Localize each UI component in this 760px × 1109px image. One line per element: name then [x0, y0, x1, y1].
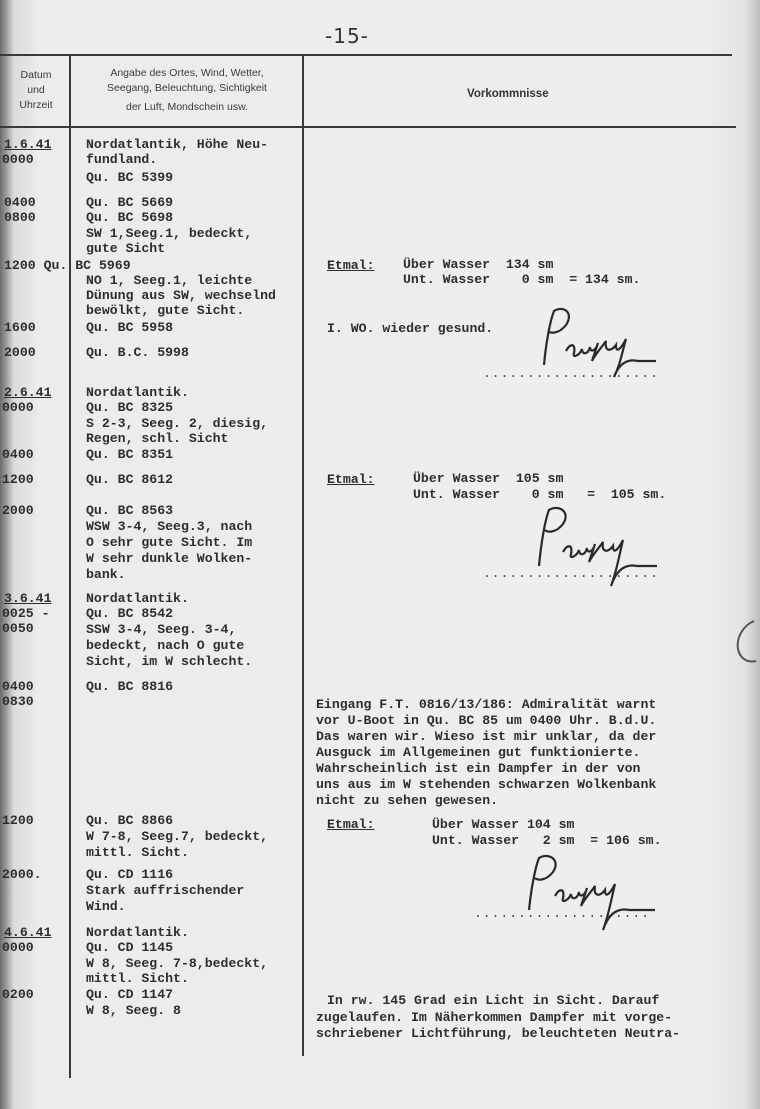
location-line: Qu. BC 5399: [86, 170, 174, 185]
signature-dots: ....................: [483, 566, 660, 581]
weather-line: W 8, Seeg. 7-8,bedeckt,: [86, 956, 269, 971]
location-line: Qu. BC 8612: [86, 472, 174, 487]
time-entry: 0000: [2, 400, 34, 415]
date-entry: 2.6.41: [4, 385, 52, 400]
message-line: nicht zu sehen gewesen.: [316, 793, 499, 808]
weather-line: Stark auffrischender: [86, 883, 245, 898]
location-line: Qu. BC 8351: [86, 447, 174, 462]
time-entry: 2000: [2, 503, 34, 518]
etmal-line: Über Wasser 105 sm: [413, 471, 564, 486]
weather-line: mittl. Sicht.: [86, 971, 189, 986]
location-line: Qu. BC 5669: [86, 195, 174, 210]
location-line: Nordatlantik, Höhe Neu-: [86, 137, 269, 152]
message-line: zugelaufen. Im Näherkommen Dampfer mit vorge-: [316, 1010, 673, 1025]
location-line: Qu. CD 1116: [86, 867, 174, 882]
time-entry: 0000: [2, 152, 34, 167]
message-line: vor U-Boot in Qu. BC 85 um 0400 Uhr. B.d.U.: [316, 713, 657, 728]
column-divider-1: [69, 56, 71, 1078]
time-entry: 0050: [2, 621, 34, 636]
weather-line: WSW 3-4, Seeg.3, nach: [86, 519, 253, 534]
header-ort-line: Angabe des Ortes, Wind, Wetter,: [110, 67, 264, 79]
time-entry: 0200: [2, 987, 34, 1002]
etmal-label: Etmal:: [327, 472, 375, 487]
etmal-line: Über Wasser 104 sm: [432, 817, 575, 832]
etmal-label: Etmal:: [327, 817, 375, 832]
weather-line: bedeckt, nach O gute: [86, 638, 245, 653]
time-entry: 1200: [2, 472, 34, 487]
time-entry: 1200: [2, 813, 34, 828]
signature: [515, 850, 675, 940]
location-line: Qu. BC 8542: [86, 606, 174, 621]
message-line: Eingang F.T. 0816/13/186: Admiralität warnt: [316, 697, 657, 712]
message-line: uns aus im W stehenden schwarzen Wolkenbank: [316, 777, 657, 792]
header-rule: [0, 126, 736, 128]
weather-line: W 8, Seeg. 8: [86, 1003, 181, 1018]
time-entry: 1600: [4, 320, 36, 335]
time-entry: 1200 Qu. BC 5969: [4, 258, 131, 273]
page-number: -15-: [325, 24, 369, 48]
location-line: fundland.: [86, 152, 158, 167]
date-entry: 1.6.41: [4, 137, 52, 152]
weather-line: gute Sicht: [86, 241, 166, 256]
location-line: Qu. BC 8816: [86, 679, 174, 694]
etmal-line: Unt. Wasser 2 sm = 106 sm.: [432, 833, 662, 848]
time-entry: 0830: [2, 694, 34, 709]
message-line: schriebener Lichtführung, beleuchteten Neutra-: [316, 1026, 681, 1041]
weather-line: bank.: [86, 567, 126, 582]
header-ort: [72, 66, 302, 115]
time-entry: 0400: [4, 195, 36, 210]
weather-line: NO 1, Seeg.1, leichte: [86, 273, 253, 288]
header-datum-line: Datum: [20, 69, 52, 81]
signature: [525, 500, 675, 595]
weather-line: mittl. Sicht.: [86, 845, 189, 860]
message-line: Das waren wir. Wieso ist mir unklar, da der: [316, 729, 657, 744]
date-entry: 4.6.41: [4, 925, 52, 940]
location-line: Qu. CD 1145: [86, 940, 174, 955]
remark-line: I. WO. wieder gesund.: [327, 321, 494, 336]
weather-line: W sehr dunkle Wolken-: [86, 551, 253, 566]
signature-dots: ....................: [474, 906, 651, 921]
time-entry: 0025 -: [2, 606, 50, 621]
signature: [530, 303, 670, 383]
weather-line: S 2-3, Seeg. 2, diesig,: [86, 416, 269, 431]
time-entry: 0400: [2, 679, 34, 694]
message-line: Wahrscheinlich ist ein Dampfer in der von: [316, 761, 641, 776]
location-line: Qu. B.C. 5998: [86, 345, 189, 360]
column-divider-2: [302, 56, 304, 1056]
signature-dots: ....................: [483, 366, 660, 381]
etmal-line: Unt. Wasser 0 sm = 134 sm.: [403, 272, 641, 287]
time-entry: 0400: [2, 447, 34, 462]
weather-line: O sehr gute Sicht. Im: [86, 535, 253, 550]
message-line: Ausguck im Allgemeinen gut funktionierte.: [316, 745, 641, 760]
location-line: Qu. BC 5958: [86, 320, 174, 335]
time-entry: 2000: [4, 345, 36, 360]
header-datum-line: Uhrzeit: [19, 99, 53, 111]
location-line: Nordatlantik.: [86, 925, 189, 940]
location-line: Nordatlantik.: [86, 591, 189, 606]
weather-line: bewölkt, gute Sicht.: [86, 303, 245, 318]
weather-line: Sicht, im W schlecht.: [86, 654, 253, 669]
weather-line: SW 1,Seeg.1, bedeckt,: [86, 226, 253, 241]
date-entry: 3.6.41: [4, 591, 52, 606]
header-datum-line: und: [27, 84, 45, 96]
weather-line: Dünung aus SW, wechselnd: [86, 288, 276, 303]
weather-line: Regen, schl. Sicht: [86, 431, 229, 446]
location-line: Qu. BC 8563: [86, 503, 174, 518]
etmal-label: Etmal:: [327, 258, 375, 273]
location-line: Qu. BC 8866: [86, 813, 174, 828]
location-line: Nordatlantik.: [86, 385, 189, 400]
etmal-line: Unt. Wasser 0 sm = 105 sm.: [413, 487, 667, 502]
location-line: Qu. CD 1147: [86, 987, 174, 1002]
header-vorkommnisse: Vorkommnisse: [467, 88, 549, 100]
time-entry: 0000: [2, 940, 34, 955]
header-ort-line: Seegang, Beleuchtung, Sichtigkeit: [107, 82, 267, 94]
top-rule: [0, 54, 732, 56]
margin-mark: [730, 615, 760, 675]
location-line: Qu. BC 5698: [86, 210, 174, 225]
location-line: Qu. BC 8325: [86, 400, 174, 415]
message-line: In rw. 145 Grad ein Licht in Sicht. Darauf: [327, 993, 660, 1008]
weather-line: Wind.: [86, 899, 126, 914]
header-ort-line: der Luft, Mondschein usw.: [126, 101, 248, 113]
weather-line: W 7-8, Seeg.7, bedeckt,: [86, 829, 269, 844]
time-entry: 0800: [4, 210, 36, 225]
header-datum: [6, 68, 66, 113]
time-entry: 2000.: [2, 867, 42, 882]
etmal-line: Über Wasser 134 sm: [403, 257, 554, 272]
weather-line: SSW 3-4, Seeg. 3-4,: [86, 622, 237, 637]
